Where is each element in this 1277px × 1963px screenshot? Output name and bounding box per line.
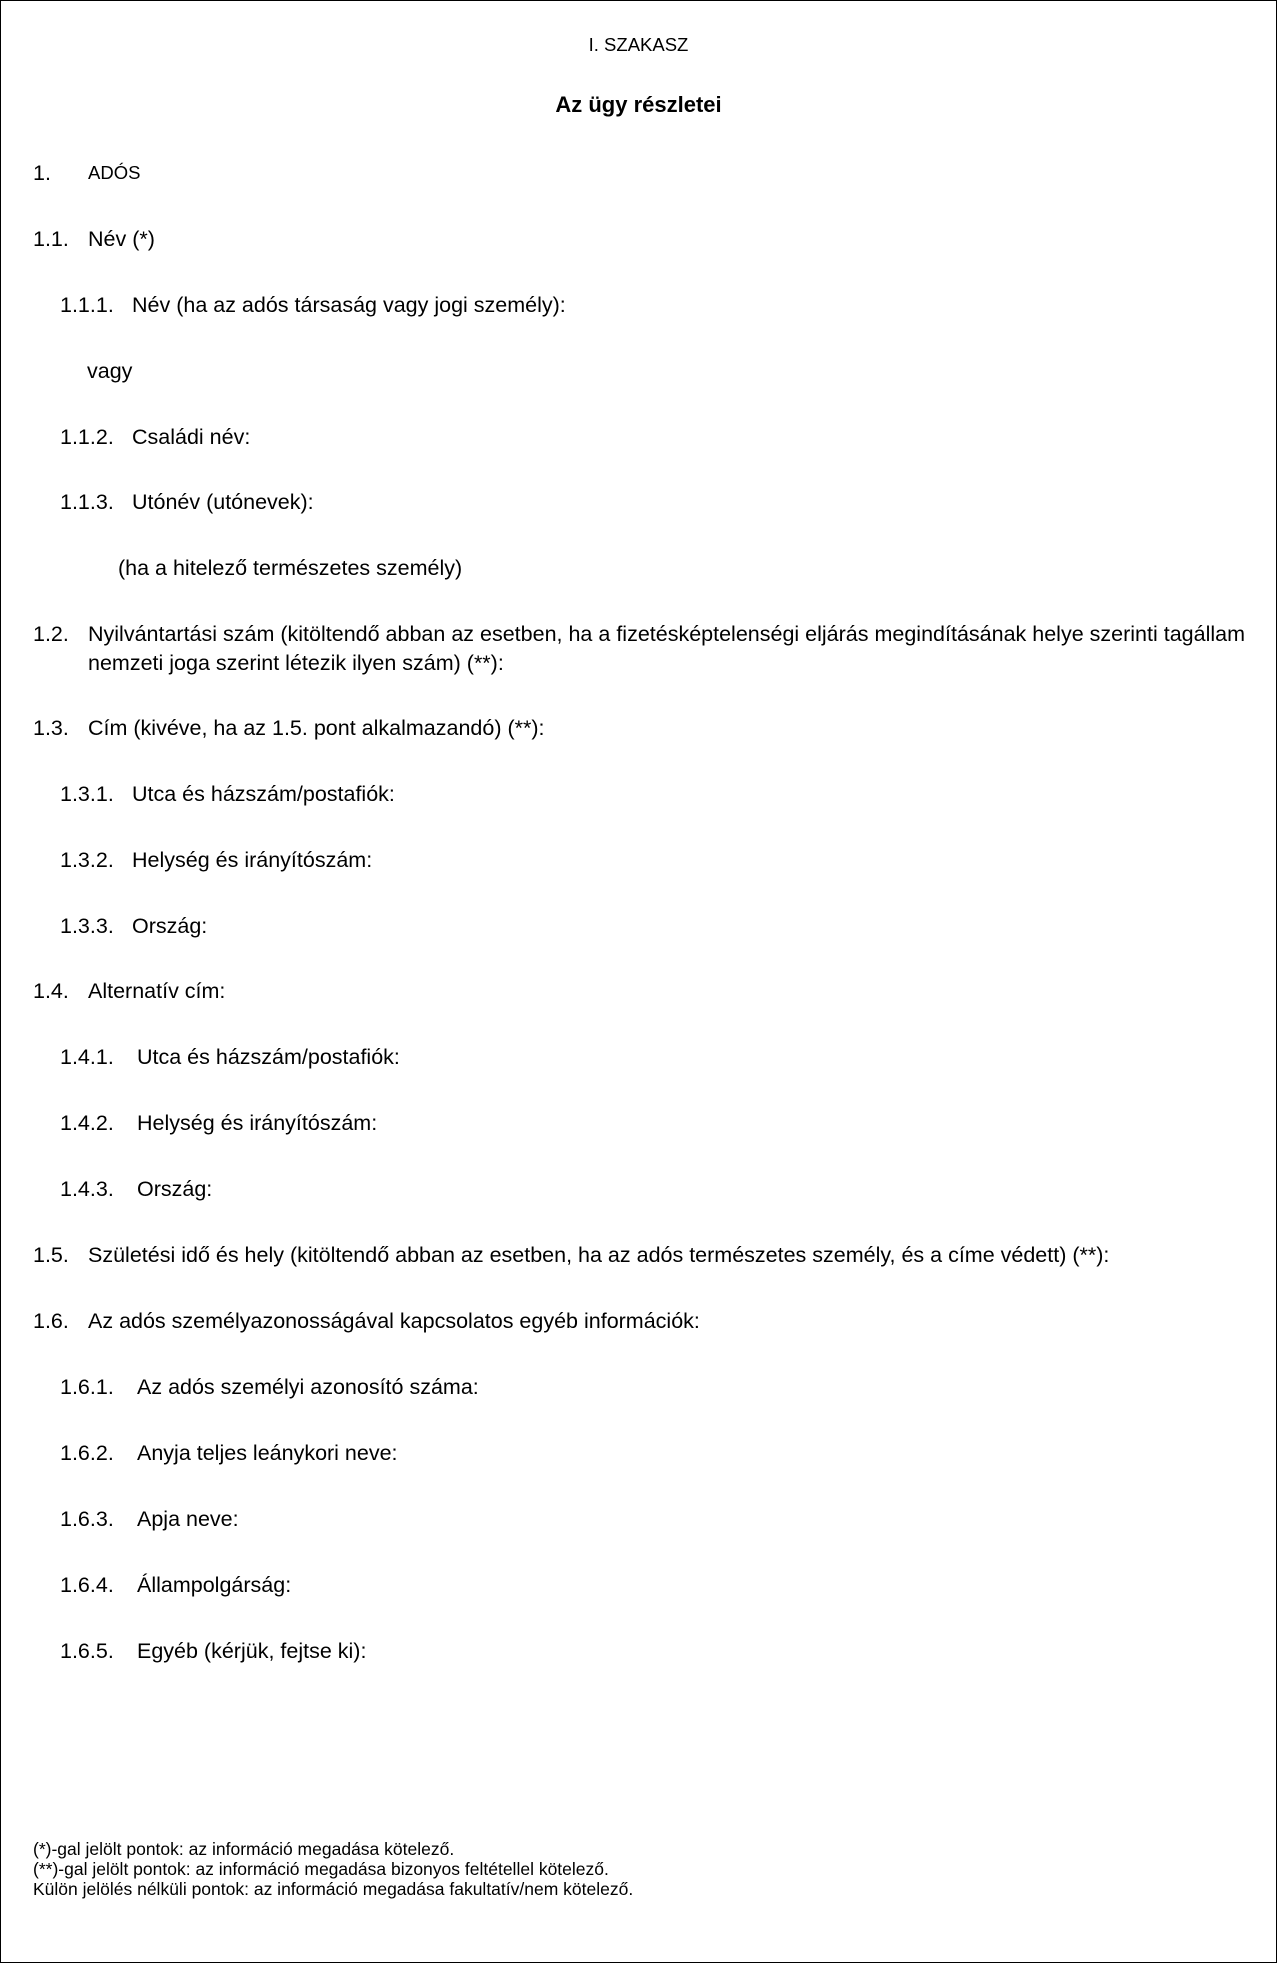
- item-1-3-2-number: 1.3.2.: [60, 848, 114, 872]
- section-title: Az ügy részletei: [555, 92, 722, 117]
- item-1-6-2-label: Anyja teljes leánykori neve:: [137, 1441, 398, 1465]
- item-1-2-label: Nyilvántartási szám (kitöltendő abban az esetben, ha a fizetésképtelenségi eljárás megindításának helye szerinti tagállam nemzeti joga szerint létezik ilyen szám) (**):: [88, 622, 1245, 675]
- section-label: I. SZAKASZ: [588, 34, 689, 55]
- item-1-4-3-number: 1.4.3.: [60, 1177, 114, 1201]
- footnote-optional: Külön jelölés nélküli pontok: az információ megadása fakultatív/nem kötelező.: [33, 1879, 634, 1899]
- item-1-6-1-label: Az adós személyi azonosító száma:: [137, 1375, 479, 1399]
- item-1-6-2-number: 1.6.2.: [60, 1441, 114, 1465]
- item-1-5-number: 1.5.: [33, 1243, 69, 1267]
- item-1-2-number: 1.2.: [33, 622, 69, 646]
- item-1-4-3-label: Ország:: [137, 1177, 213, 1201]
- item-1-1-label: Név (*): [88, 227, 155, 251]
- item-1-label: ADÓS: [88, 162, 141, 183]
- item-1-1-1-number: 1.1.1.: [60, 293, 114, 317]
- item-1-3-label: Cím (kivéve, ha az 1.5. pont alkalmazandó) (**):: [88, 716, 545, 740]
- item-1-1-3-label: Utónév (utónevek):: [132, 490, 314, 514]
- item-1-4-2-number: 1.4.2.: [60, 1111, 114, 1135]
- item-1-number: 1.: [33, 161, 51, 185]
- item-1-3-number: 1.3.: [33, 716, 69, 740]
- item-1-6-4-label: Állampolgárság:: [137, 1573, 292, 1597]
- item-1-6-label: Az adós személyazonosságával kapcsolatos egyéb információk:: [88, 1309, 700, 1333]
- item-1-6-5-label: Egyéb (kérjük, fejtse ki):: [137, 1639, 367, 1663]
- item-1-6-1-number: 1.6.1.: [60, 1375, 114, 1399]
- item-1-4-number: 1.4.: [33, 979, 69, 1003]
- item-1-3-3-number: 1.3.3.: [60, 914, 114, 938]
- item-1-1-2-number: 1.1.2.: [60, 425, 114, 449]
- item-1-3-3-label: Ország:: [132, 914, 208, 938]
- item-1-1-3-number: 1.1.3.: [60, 490, 114, 514]
- item-1-6-number: 1.6.: [33, 1309, 69, 1333]
- footnote-mandatory: (*)-gal jelölt pontok: az információ megadása kötelező.: [33, 1839, 455, 1859]
- item-1-1-2-label: Családi név:: [132, 425, 251, 449]
- item-1-5-label: Születési idő és hely (kitöltendő abban az esetben, ha az adós természetes személy, és a címe védett) (**):: [88, 1243, 1110, 1267]
- item-1-6-4-number: 1.6.4.: [60, 1573, 114, 1597]
- item-1-6-3-number: 1.6.3.: [60, 1507, 114, 1531]
- footnote-conditional: (**)-gal jelölt pontok: az információ megadása bizonyos feltétellel kötelező.: [33, 1859, 609, 1879]
- item-1-6-3-label: Apja neve:: [137, 1507, 239, 1531]
- item-1-3-2-label: Helység és irányítószám:: [132, 848, 373, 872]
- item-1-3-1-label: Utca és házszám/postafiók:: [132, 782, 395, 806]
- item-1-4-1-number: 1.4.1.: [60, 1045, 114, 1069]
- item-1-4-label: Alternatív cím:: [88, 979, 226, 1003]
- item-1-4-2-label: Helység és irányítószám:: [137, 1111, 378, 1135]
- creditor-note: (ha a hitelező természetes személy): [118, 556, 463, 580]
- item-1-1-number: 1.1.: [33, 227, 69, 251]
- or-text: vagy: [87, 359, 133, 383]
- item-1-4-1-label: Utca és házszám/postafiók:: [137, 1045, 400, 1069]
- item-1-3-1-number: 1.3.1.: [60, 782, 114, 806]
- item-1-1-1-label: Név (ha az adós társaság vagy jogi személy):: [132, 293, 566, 317]
- item-1-6-5-number: 1.6.5.: [60, 1639, 114, 1663]
